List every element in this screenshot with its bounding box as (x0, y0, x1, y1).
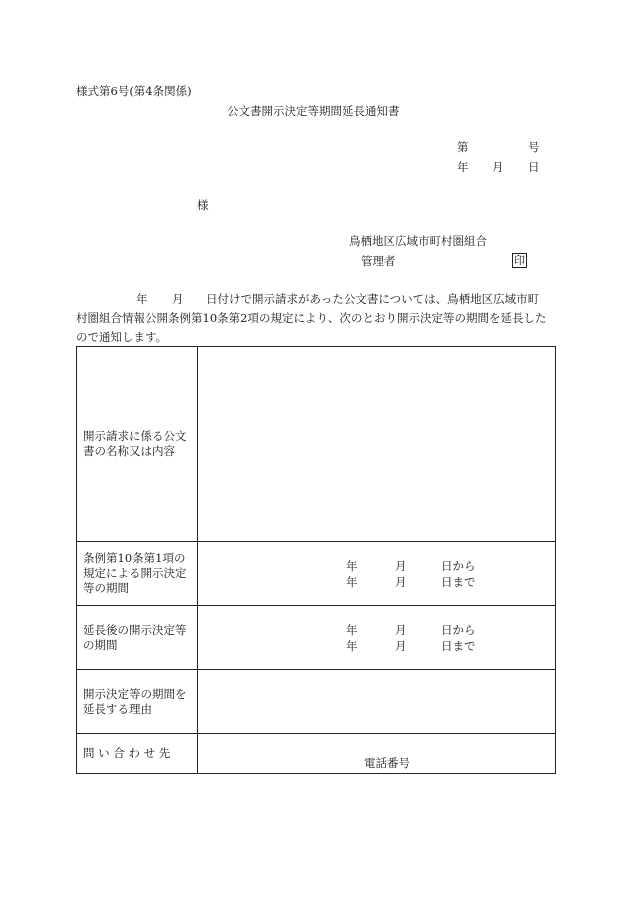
document-title: 公文書開示決定等期間延長通知書 (227, 104, 400, 118)
label-line: 延長後の開示決定等 (83, 622, 187, 637)
period-month: 月 (395, 575, 407, 589)
label-extended-period (77, 606, 198, 670)
intro-month: 月 (172, 292, 184, 306)
period-month: 月 (395, 623, 407, 637)
label-line: 等の期間 (83, 581, 129, 595)
period-to: 日まで (441, 639, 476, 653)
intro-line3: ので通知します。 (76, 330, 168, 344)
label-line: 延長する理由 (83, 701, 152, 716)
intro-line2: 村圏組合情報公開条例第10条第2項の規定により、次のとおり開示決定等の期間を延長した (76, 311, 547, 325)
period-from-line (346, 625, 476, 637)
period-year: 年 (346, 559, 358, 573)
label-contact (77, 734, 198, 774)
value-original-period[interactable] (198, 542, 556, 606)
label-line: の期間 (83, 637, 118, 652)
document-number-suffix: 号 (528, 140, 540, 154)
label-line: 問 い 合 わ せ 先 (83, 746, 171, 760)
sender-organization: 鳥栖地区広域市町村圏組合 (349, 234, 487, 248)
phone-label: 電話番号 (364, 756, 410, 770)
period-to: 日まで (441, 575, 476, 589)
label-original-period (77, 542, 198, 606)
value-extension-reason[interactable] (198, 670, 556, 734)
value-request-content[interactable] (198, 347, 556, 542)
label-line: 開示決定等の期間を (83, 686, 187, 701)
period-year: 年 (346, 639, 358, 653)
notice-table (76, 346, 556, 774)
addressee-suffix: 様 (197, 198, 209, 212)
row-request-content (77, 347, 556, 542)
period-to-line (346, 641, 476, 653)
date-day: 日 (528, 160, 540, 174)
period-from-line (346, 561, 476, 573)
date-month: 月 (492, 160, 504, 174)
form-number: 様式第6号(第4条関係) (76, 84, 192, 98)
period-year: 年 (346, 623, 358, 637)
row-extension-reason (77, 670, 556, 734)
row-contact (77, 734, 556, 774)
label-line: 開示請求に係る公文 (83, 429, 187, 443)
seal-mark: 印 (514, 254, 525, 267)
row-original-period (77, 542, 556, 606)
period-from: 日から (441, 559, 476, 573)
label-line: 条例第10条第1項の (83, 551, 186, 565)
intro-line1: 日付けで開示請求があった公文書については、鳥栖地区広域市町 (206, 292, 540, 306)
period-to-line (346, 577, 476, 589)
intro-year: 年 (136, 292, 148, 306)
label-line: 書の名称又は内容 (83, 444, 175, 458)
sender-role: 管理者 (361, 254, 396, 268)
period-from: 日から (441, 623, 476, 637)
label-extension-reason (77, 670, 198, 734)
period-month: 月 (395, 639, 407, 653)
row-extended-period (77, 606, 556, 670)
date-year: 年 (457, 160, 469, 174)
period-month: 月 (395, 559, 407, 573)
document-number-prefix: 第 (457, 140, 469, 154)
label-request-content (77, 347, 198, 542)
value-contact[interactable] (198, 734, 556, 774)
period-year: 年 (346, 575, 358, 589)
value-extended-period[interactable] (198, 606, 556, 670)
label-line: 規定による開示決定 (83, 566, 187, 580)
